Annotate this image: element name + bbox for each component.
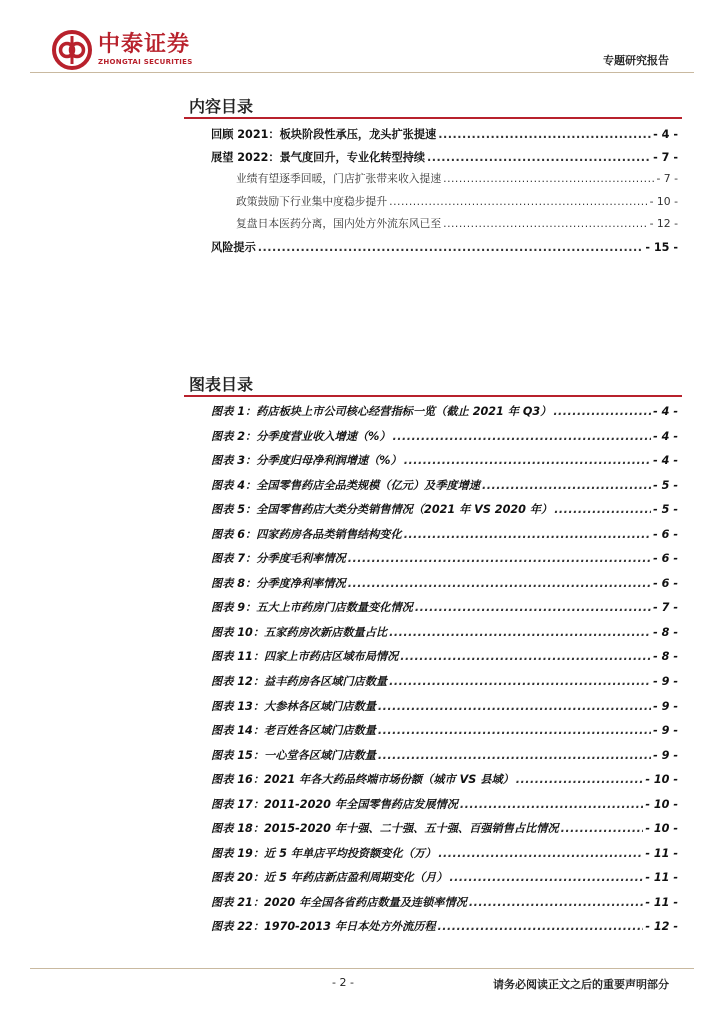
toc-leader-dots [427,151,651,164]
page-number: - 2 - [332,976,354,989]
logo-english-name: ZHONGTAI SECURITIES [98,58,193,66]
toc-entry[interactable] [211,599,678,624]
zhongtai-logo-icon [52,30,92,70]
toc-entry-page: - 11 - [645,846,678,860]
toc-entry[interactable] [211,796,678,821]
toc-entry[interactable] [211,918,678,943]
toc-leader-dots [438,920,644,933]
toc-entry-page: - 7 - [653,150,678,164]
toc-leader-dots [348,577,651,590]
company-logo [52,30,193,70]
toc-entry-title: 图表 21：2020 年全国各省药店数量及连锁率情况 [211,895,467,909]
toc-entry[interactable] [211,526,678,551]
toc-entry-page: - 6 - [653,576,678,590]
logo-chinese-name: 中泰证券 [98,32,191,57]
toc-leader-dots [469,896,643,909]
toc-entry-page: - 5 - [653,478,678,492]
toc-entry[interactable] [211,149,678,172]
toc-entry-title: 图表 7：分季度毛利率情况 [211,552,346,566]
toc-entry-page: - 8 - [653,625,678,639]
toc-entry-title: 回顾 2021：板块阶段性承压，龙头扩张提速 [211,128,437,141]
toc-entry[interactable] [211,624,678,649]
toc-entry-page: - 6 - [653,552,678,566]
toc-entry[interactable] [211,126,678,149]
toc-leader-dots [553,405,651,418]
toc-entry-page: - 8 - [653,650,678,664]
toc-entry-page: - 6 - [653,527,678,541]
toc-entry[interactable] [211,894,678,919]
toc-leader-dots [554,503,651,516]
footer-divider [30,968,694,969]
toc-leader-dots [404,454,651,467]
toc-entry[interactable] [211,722,678,747]
toc-leader-dots [258,241,644,254]
toc-entry-title: 图表 19：近 5 年单店平均投资额变化（万） [211,846,437,860]
toc-entry-page: - 5 - [653,503,678,517]
toc-leader-dots [443,217,647,230]
toc-leader-dots [389,626,651,639]
toc-entry-page: - 7 - [656,172,678,185]
toc-entry[interactable] [211,194,678,217]
toc-entry-title: 展望 2022：景气度回升，专业化转型持续 [211,150,426,164]
toc-entry-page: - 4 - [653,454,678,468]
toc-entry-title: 图表 20：近 5 年药店新店盈利周期变化（月） [211,871,448,885]
figures-title-rule [184,395,682,397]
toc-leader-dots [449,871,643,884]
toc-leader-dots [438,128,651,141]
toc-entry-page: - 4 - [653,128,678,141]
toc-entry-title: 图表 14：老百姓各区域门店数量 [211,724,376,738]
toc-entry-page: - 7 - [653,601,678,615]
toc-entry[interactable] [211,820,678,845]
toc-entry-title: 图表 6：四家药房各品类销售结构变化 [211,527,402,541]
toc-entry-page: - 10 - [645,822,678,836]
toc-leader-dots [378,700,651,713]
toc-leader-dots [516,773,644,786]
toc-entry[interactable] [211,452,678,477]
toc-entry-title: 图表 1：药店板块上市公司核心经营指标一览（截止 2021 年 Q3） [211,405,552,418]
toc-entry-page: - 4 - [653,429,678,443]
contents-list [211,126,678,261]
toc-leader-dots [438,847,643,860]
toc-entry-page: - 15 - [645,240,678,254]
toc-entry[interactable] [211,698,678,723]
toc-entry-title: 风险提示 [211,240,256,254]
toc-entry[interactable] [211,216,678,239]
toc-leader-dots [443,172,654,185]
toc-entry-title: 图表 11：四家上市药店区域布局情况 [211,650,399,664]
toc-entry[interactable] [211,869,678,894]
toc-entry[interactable] [211,477,678,502]
figures-title: 图表目录 [189,375,254,394]
toc-leader-dots [400,650,651,663]
toc-entry-title: 业绩有望逐季回暖，门店扩张带来收入提速 [236,172,442,185]
toc-entry-title: 复盘日本医药分离，国内处方外流东风已至 [236,217,442,230]
toc-entry[interactable] [211,428,678,453]
toc-entry-page: - 11 - [645,895,678,909]
toc-entry-title: 图表 2：分季度营业收入增速（%） [211,429,391,443]
toc-leader-dots [393,430,652,443]
figures-list [211,403,678,943]
toc-entry[interactable] [211,673,678,698]
toc-leader-dots [460,798,643,811]
toc-entry[interactable] [211,239,678,262]
toc-entry-page: - 9 - [653,748,678,762]
toc-entry-title: 图表 9：五大上市药房门店数量变化情况 [211,601,413,615]
toc-entry-title: 图表 3：分季度归母净利润增速（%） [211,454,402,468]
toc-leader-dots [378,749,651,762]
toc-leader-dots [404,528,651,541]
toc-leader-dots [378,724,651,737]
toc-entry[interactable] [211,771,678,796]
toc-leader-dots [415,601,651,614]
toc-leader-dots [389,195,647,208]
toc-entry-title: 政策鼓励下行业集中度稳步提升 [236,194,388,208]
toc-entry-page: - 9 - [653,675,678,689]
toc-entry-title: 图表 10：五家药房次新店数量占比 [211,625,388,639]
toc-entry-title: 图表 18：2015-2020 年十强、二十强、五十强、百强销售占比情况 [211,822,559,836]
toc-entry-page: - 12 - [645,920,678,934]
toc-entry[interactable] [211,575,678,600]
disclaimer-notice: 请务必阅读正文之后的重要声明部分 [493,978,669,991]
toc-leader-dots [561,822,644,835]
toc-entry[interactable] [211,747,678,772]
toc-entry-title: 图表 8：分季度净利率情况 [211,576,346,590]
toc-entry-title: 图表 15：一心堂各区域门店数量 [211,748,376,762]
toc-entry-page: - 10 - [645,797,678,811]
toc-leader-dots [389,675,651,688]
toc-leader-dots [482,479,651,492]
toc-entry-page: - 12 - [649,217,678,230]
contents-title: 内容目录 [189,97,254,116]
toc-entry-page: - 9 - [653,724,678,738]
toc-entry-title: 图表 12：益丰药房各区域门店数量 [211,675,388,689]
toc-entry-title: 图表 13：大参林各区域门店数量 [211,699,376,713]
toc-entry-title: 图表 5：全国零售药店大类分类销售情况（2021 年 VS 2020 年） [211,503,553,517]
toc-entry[interactable] [211,403,678,428]
header-divider [30,72,694,73]
toc-entry-title: 图表 22：1970-2013 年日本处方外流历程 [211,920,436,934]
toc-entry-page: - 10 - [649,194,678,208]
document-type: 专题研究报告 [603,54,669,67]
toc-entry-page: - 10 - [645,773,678,787]
toc-leader-dots [348,552,651,565]
contents-title-rule [184,117,682,119]
toc-entry[interactable] [211,550,678,575]
toc-entry[interactable] [211,501,678,526]
toc-entry-page: - 11 - [645,871,678,885]
toc-entry-title: 图表 4：全国零售药店全品类规模（亿元）及季度增速 [211,478,480,492]
toc-entry-page: - 9 - [653,699,678,713]
toc-entry-title: 图表 17：2011-2020 年全国零售药店发展情况 [211,797,458,811]
toc-entry-title: 图表 16：2021 年各大药品终端市场份额（城市 VS 县域） [211,773,514,787]
toc-entry-page: - 4 - [653,405,678,418]
toc-entry[interactable] [211,648,678,673]
toc-entry[interactable] [211,845,678,870]
toc-entry[interactable] [211,171,678,194]
